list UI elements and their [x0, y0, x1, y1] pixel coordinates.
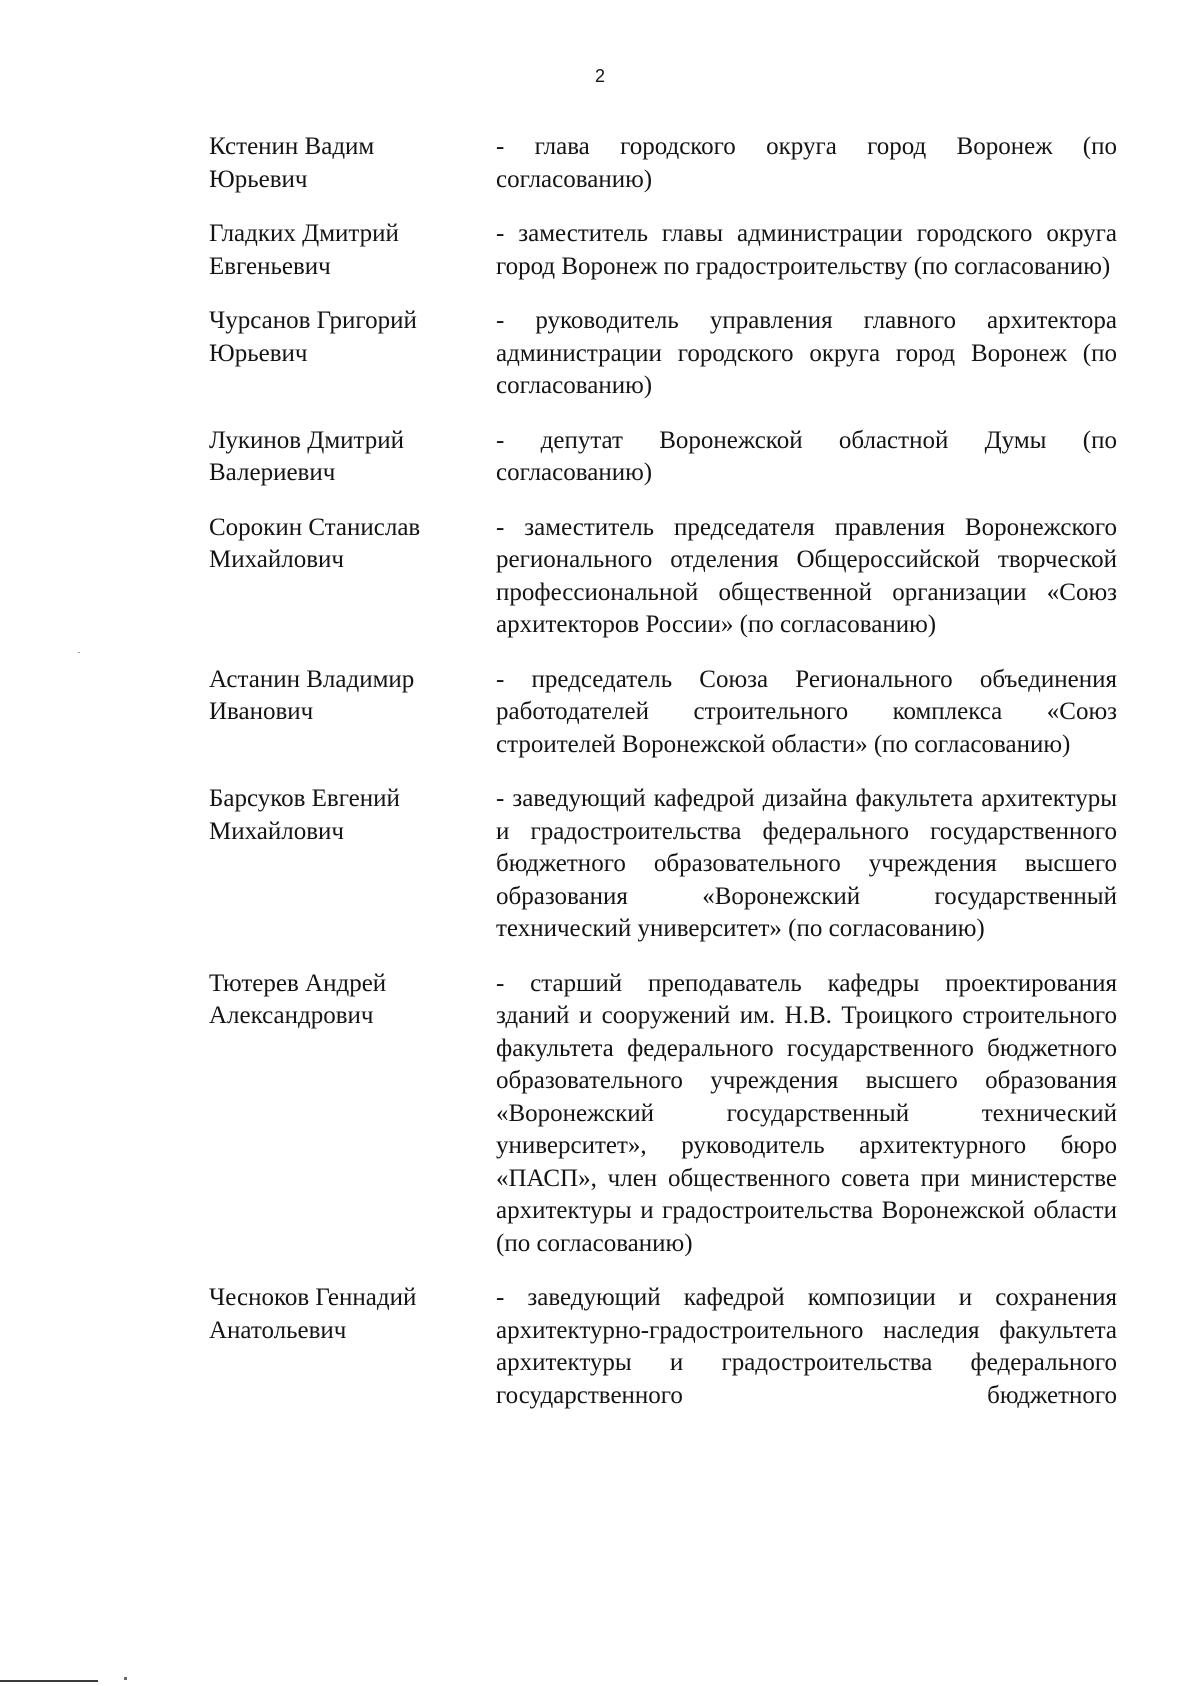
member-surname: Кстенин Вадим: [209, 133, 375, 160]
member-name: [209, 783, 496, 946]
member-surname: Астанин Владимир: [209, 665, 415, 693]
page-number: 2: [594, 66, 605, 86]
member-surname: Сорокин Станислав: [209, 513, 421, 541]
member-row: [209, 425, 1117, 490]
member-row: [209, 512, 1117, 642]
member-role: - депутат Воронежской областной Думы (по согласованию): [496, 426, 1117, 486]
member-surname: Гладких Дмитрий: [209, 220, 399, 247]
member-name: [209, 968, 496, 1261]
member-name: [209, 218, 496, 283]
member-patronymic: Михайлович: [209, 817, 344, 845]
member-row: [209, 783, 1117, 946]
member-row: [209, 664, 1117, 762]
member-role: - руководитель управления главного архитектора администрации городского округа город Воронеж (по согласованию): [496, 307, 1117, 399]
member-role: - заместитель главы администрации городского округа город Воронеж по градостроительству (по согласованию): [496, 220, 1117, 280]
member-name: [209, 305, 496, 403]
member-role: - глава городского округа город Воронеж (по согласованию): [496, 133, 1117, 193]
member-role: - заведующий кафедрой дизайна факультета архитектуры и градостроительства федерального государственного бюджетного образовательного учреждения высшего образования «Воронежский государственный технический университет» (по согласованию): [496, 785, 1117, 942]
member-row: [209, 968, 1117, 1261]
member-name: [209, 425, 496, 490]
member-surname: Барсуков Евгений: [209, 785, 400, 812]
member-name: [209, 131, 496, 196]
member-role: - председатель Союза Регионального объединения работодателей строительного комплекса «Союз строителей Воронежской области» (по согласованию): [496, 665, 1117, 758]
member-patronymic: Юрьевич: [209, 339, 308, 367]
member-surname: Лукинов Дмитрий: [209, 426, 405, 454]
member-list: [209, 131, 1117, 1434]
member-patronymic: Александрович: [209, 1002, 374, 1029]
member-patronymic: Анатольевич: [209, 1316, 347, 1344]
footer-rule: [0, 1680, 98, 1682]
member-surname: Тютерев Андрей: [209, 969, 387, 997]
member-role: - старший преподаватель кафедры проектирования зданий и сооружений им. Н.В. Троицкого строительного факультета федерального государственного бюджетного образовательного учреждения высшего образования «Воронежский государственный технический университет», руководитель архитектурного бюро «ПАСП», член общественного совета при министерстве архитектуры и градостроительства Воронежской области (по согласованию): [496, 969, 1117, 1257]
member-patronymic: Валериевич: [209, 459, 336, 486]
member-patronymic: Юрьевич: [209, 165, 308, 193]
member-name: [209, 512, 496, 642]
scan-artifact: [78, 652, 80, 653]
member-surname: Чесноков Геннадий: [209, 1284, 417, 1311]
member-name: [209, 664, 496, 762]
scan-artifact: [124, 1677, 127, 1680]
member-row: [209, 131, 1117, 196]
member-patronymic: Михайлович: [209, 546, 344, 573]
member-name: [209, 1282, 496, 1412]
member-patronymic: Евгеньевич: [209, 252, 331, 280]
member-row: [209, 1282, 1117, 1412]
member-role: - заместитель председателя правления Воронежского регионального отделения Общероссийской творческой профессиональной общественной организации «Союз архитекторов России» (по согласованию): [496, 513, 1117, 638]
member-row: [209, 218, 1117, 283]
member-patronymic: Иванович: [209, 698, 314, 725]
member-surname: Чурсанов Григорий: [209, 307, 417, 334]
member-row: [209, 305, 1117, 403]
member-role: - заведующий кафедрой композиции и сохранения архитектурно-градостроительного наследия факультета архитектуры и градостроительства федерального государственного бюджетного: [496, 1284, 1117, 1409]
